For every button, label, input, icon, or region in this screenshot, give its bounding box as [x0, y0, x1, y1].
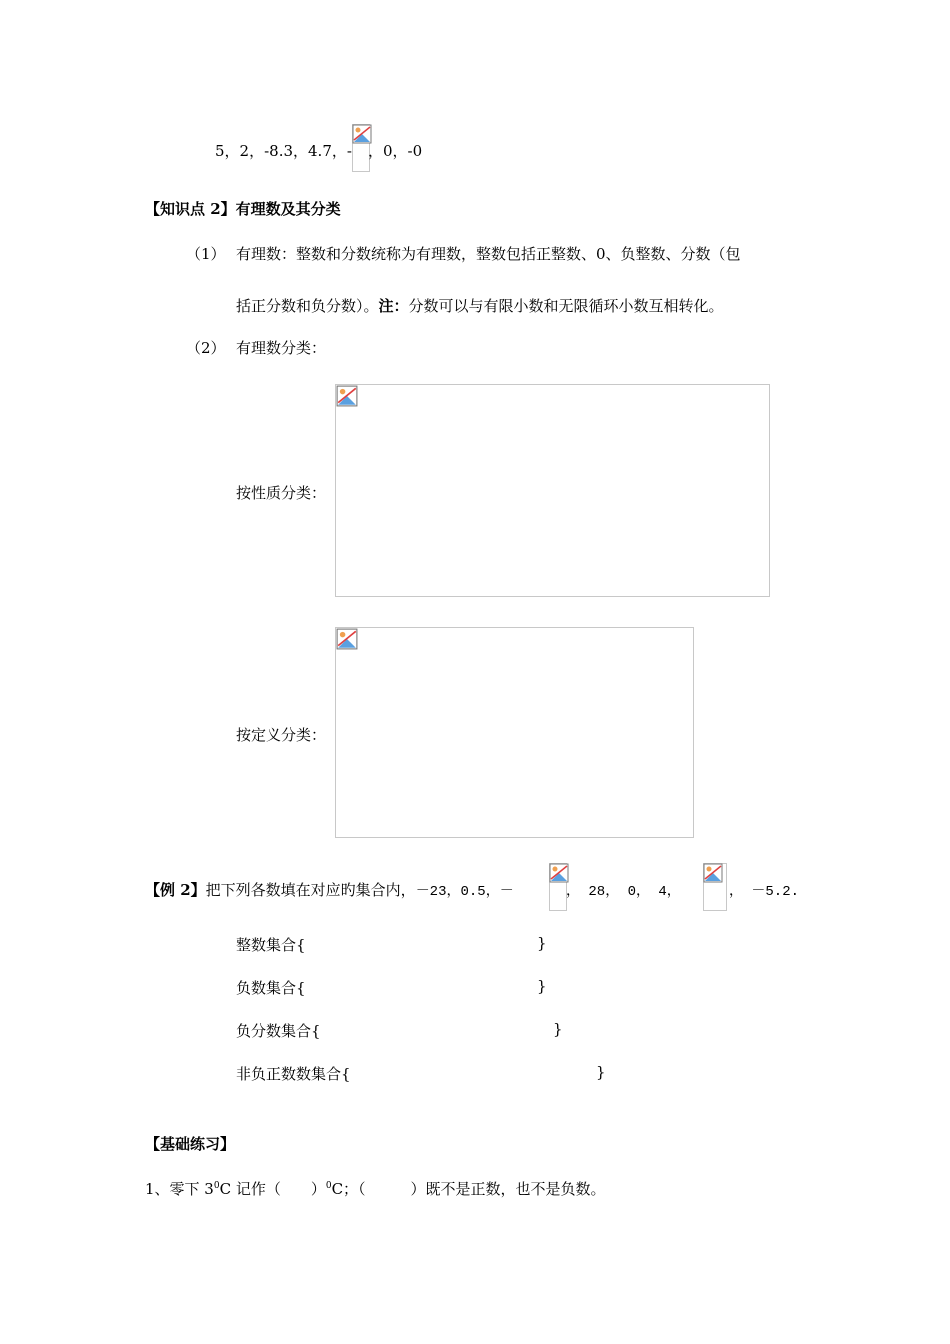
- item1-text2a: 括正分数和负分数）。: [236, 297, 379, 315]
- set-nonnegative-close: }: [596, 1063, 606, 1081]
- fraction-image: [703, 863, 727, 911]
- item1-text-line1: 有理数：整数和分数统称为有理数，整数包括正整数、0、负整数、分数（包: [236, 245, 741, 263]
- number-list-part-b: ，0，-0: [368, 142, 423, 160]
- set-negative-fraction-label: 负分数集合{: [236, 1022, 321, 1040]
- q1-sup: 0: [213, 1181, 220, 1191]
- item1-text-line2: [236, 295, 724, 316]
- item1-text2b: 分数可以与有限小数和无限循环小数互相转化。: [408, 297, 724, 315]
- broken-image-icon: [336, 385, 358, 407]
- note-label: 注：: [378, 297, 409, 315]
- broken-image-icon: [336, 628, 358, 650]
- q1-part-c: C；（ ）既不是正数，也不是负数。: [331, 1180, 606, 1198]
- example2-line: [145, 879, 514, 900]
- fraction-image: [549, 863, 567, 911]
- example2-label: 【例 2】: [145, 881, 206, 899]
- q1-part-a: 1、零下 3: [145, 1180, 214, 1198]
- example2-text: 把下列各数填在对应旳集合内，: [205, 881, 416, 899]
- set-negative-fraction-close: }: [553, 1020, 563, 1038]
- item2-text: 有理数分类：: [236, 339, 327, 357]
- practice-title: 【基础练习】: [145, 1135, 236, 1153]
- number-list-part-b-wrap: [368, 140, 422, 161]
- example2-nums-c: ， －5.2.: [729, 884, 800, 900]
- number-list-line: [215, 140, 352, 161]
- practice-question-1: [145, 1178, 606, 1199]
- set-negative-close: }: [537, 977, 547, 995]
- example2-nums-b: ， 28， 0， 4，: [566, 884, 681, 900]
- by-nature-label: 按性质分类：: [236, 484, 327, 502]
- section-title: 【知识点 2】有理数及其分类: [145, 200, 341, 218]
- item2-number: （2）: [186, 339, 226, 357]
- number-list-part-a: 5，2，-8.3，4.7，-: [215, 142, 352, 160]
- nature-classification-diagram: [335, 384, 770, 597]
- broken-image-icon: [703, 863, 723, 883]
- example2-nums-a: －23，0.5，－: [415, 884, 514, 900]
- set-nonnegative-label: 非负正数数集合{: [236, 1065, 351, 1083]
- q1-part-b: C 记作（ ）: [219, 1180, 326, 1198]
- item1-number: （1）: [186, 245, 226, 263]
- set-integer-label: 整数集合{: [236, 936, 306, 954]
- q1-sup2: 0: [325, 1181, 332, 1191]
- set-integer-close: }: [537, 934, 547, 952]
- set-negative-label: 负数集合{: [236, 979, 306, 997]
- by-definition-label: 按定义分类：: [236, 726, 327, 744]
- definition-classification-diagram: [335, 627, 694, 838]
